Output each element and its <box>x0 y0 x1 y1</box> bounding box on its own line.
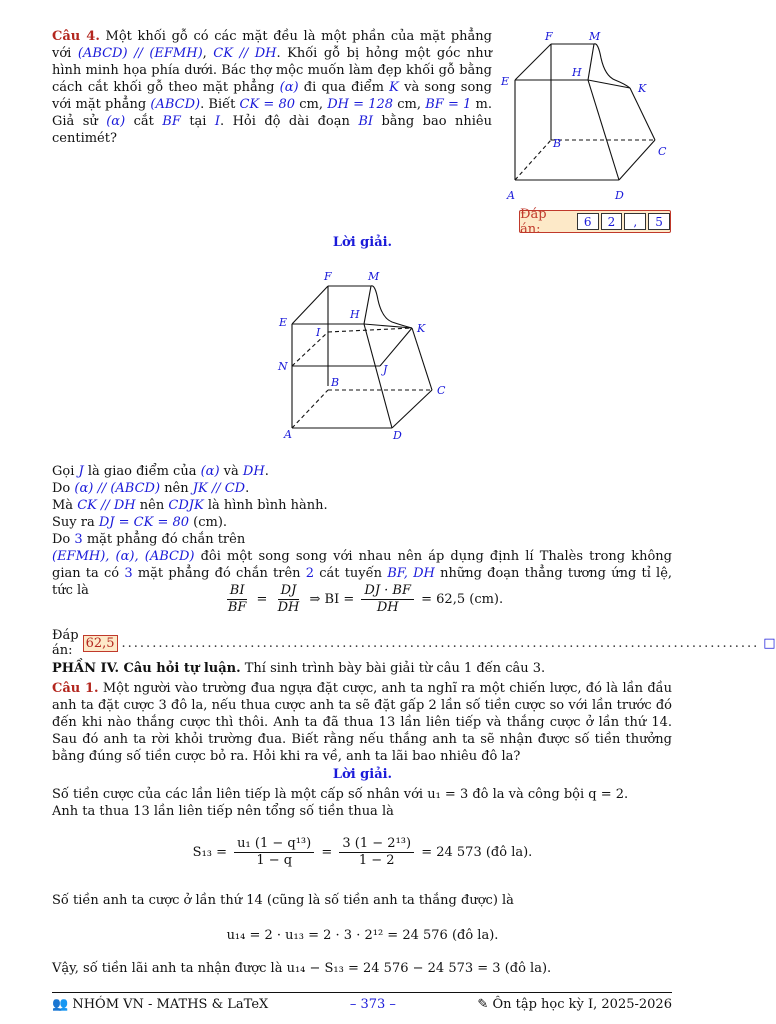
q4-text: cm, <box>397 97 421 112</box>
q4-math: CK = 80 <box>239 97 296 112</box>
q1-solution-title: Lời giải. <box>332 767 393 782</box>
q4-math: BF <box>162 114 181 129</box>
fig2-label-A: A <box>284 428 292 441</box>
answer-box <box>519 206 671 237</box>
solution-line: Suy ra DJ = CK = 80 (cm). <box>52 515 228 530</box>
solution-line: Số tiền cược của các lần liên tiếp là một cấp số nhân với u₁ = 3 đô la và công bội q = 2. <box>52 787 629 802</box>
answer-line-label: Đáp án: <box>52 628 79 658</box>
fig1-label-B: B <box>553 137 562 150</box>
question-label: Câu 4. <box>52 29 100 44</box>
q4-text: cm, <box>299 97 323 112</box>
page-footer <box>52 992 672 1012</box>
solution-line: Do 3 mặt phẳng đó chắn trên <box>52 532 246 547</box>
fig2-label-J: J <box>383 363 388 376</box>
q1-conclusion <box>52 960 672 977</box>
users-icon: 👥 <box>52 997 69 1012</box>
figure-1 <box>495 28 675 206</box>
q4-text: Một khối gỗ có các mặt đều là một phần của mặt phẳng với <box>52 29 493 61</box>
q4-math: BI <box>358 114 374 129</box>
q4-text: . Hỏi độ dài đoạn <box>220 114 350 129</box>
fig2-label-K: K <box>417 322 426 335</box>
fig1-label-F: F <box>545 30 553 43</box>
figure-2 <box>272 266 462 444</box>
solution-line: Do (α) // (ABCD) nên JK // CD. <box>52 481 250 496</box>
answer-cell: , <box>624 213 646 230</box>
q4-text: . Biết <box>200 97 236 112</box>
fig2-label-M: M <box>368 270 380 283</box>
solution-title: Lời giải. <box>332 235 393 250</box>
fig1-label-D: D <box>615 189 624 202</box>
q4-math: (ABCD) // (EFMH) <box>77 46 203 61</box>
q4-text: và song song với mặt phẳng <box>52 80 492 112</box>
solution-body <box>52 463 672 599</box>
answer-cell: 5 <box>648 213 670 230</box>
fig1-label-H: H <box>572 66 582 79</box>
page-number: – 373 – <box>349 997 396 1012</box>
q4-math: (α) <box>106 114 126 129</box>
fig2-label-C: C <box>437 384 446 397</box>
q4-text: cắt <box>133 114 154 129</box>
fig1-label-K: K <box>638 82 647 95</box>
q1-text: Một người vào trường đua ngựa đặt cược, anh ta nghĩ ra một chiến lược, đó là lần đầu anh ta đặt cược 3 đô la, nếu thua cược anh ta sẽ đặt gấp 2 lần số tiền cược so với lần trước đó đến khi nào thắng cược thì thôi. Anh ta đã thua 13 lần liên tiếp và thắng cược ở lần thứ 14. Sau đó anh ta rời khỏi trường đua. Biết rằng nếu thắng anh ta sẽ nhận được số tiền thưởng bằng đúng số tiền cược bỏ ra. Hỏi khi ra về, anh ta lãi bao nhiêu đô la? <box>52 681 672 764</box>
dot-leader: ........................................................................................................ <box>121 635 760 651</box>
part-4-heading <box>52 660 672 677</box>
q1-solution <box>52 786 672 820</box>
edit-icon: ✎ <box>477 997 489 1012</box>
sum-equation: S₁₃ = $\frac{\text{u₁ (1 − q¹³)}}{1 - q}$ = $\frac{\text{3 (1 − 2¹³)}}{1 - 2}$ = 24 573 (đô la). <box>192 836 533 868</box>
part-4-title: PHẦN IV. Câu hỏi tự luận. <box>52 661 241 676</box>
fig2-label-E: E <box>279 316 288 329</box>
footer-right: ✎ Ôn tập học kỳ I, 2025-2026 <box>477 997 672 1012</box>
answer-cell: 6 <box>577 213 599 230</box>
q4-text: đi qua điểm <box>303 80 384 95</box>
q4-text: tại <box>189 114 207 129</box>
solution-line: Mà CK // DH nên CDJK là hình bình hành. <box>52 498 328 513</box>
answer-value: 62,5 <box>83 635 118 652</box>
q4-math: BF = 1 <box>425 97 472 112</box>
solution-line: (EFMH), (α), (ABCD) đôi một song song với nhau nên áp dụng định lí Thalès trong không gian ta có 3 mặt phẳng đó chắn trên 2 cát tuyến BF, DH những đoạn thẳng tương ứng tỉ lệ, tức là <box>52 549 673 598</box>
solution-line: Gọi J là giao điểm của (α) và DH. <box>52 464 269 479</box>
fig1-label-A: A <box>507 189 515 202</box>
q4-math: (ABCD) <box>150 97 201 112</box>
question-label: Câu 1. <box>52 681 99 696</box>
q4-text: bằng bao nhiêu centimét? <box>52 114 492 146</box>
q4-text: m. Giả sử <box>52 97 492 129</box>
q4-text: . Khối gỗ bị hỏng một góc như hình minh họa phía dưới. Bác thợ mộc muốn làm đẹp khối gỗ bằng cách cắt khối gỗ theo mặt phẳng <box>52 46 492 95</box>
fig2-label-H: H <box>350 308 360 321</box>
answer-label: Đáp án: <box>520 206 547 237</box>
q1-solution-cont <box>52 892 672 909</box>
solution-line: Số tiền anh ta cược ở lần thứ 14 (cũng là số tiền anh ta thắng được) là <box>52 893 514 908</box>
thales-equation: $\frac{BI}{BF}$ = $\frac{DJ}{DH}$ ⇒ BI = $\frac{DJ \cdot BF}{DH}$ = 62,5 (cm). <box>227 583 504 615</box>
q4-math: DH = 128 <box>327 97 394 112</box>
fig1-label-M: M <box>589 30 601 43</box>
answer-cell: 2 <box>601 213 623 230</box>
q4-math: CK // DH <box>213 46 277 61</box>
answer-line <box>52 628 776 658</box>
fig2-label-N: N <box>278 360 288 373</box>
fig2-label-B: B <box>331 376 340 389</box>
footer-left: 👥 NHÓM VN - MATHS & LaTeX <box>52 997 269 1012</box>
part-4-intro: Thí sinh trình bày bài giải từ câu 1 đến câu 3. <box>244 661 546 676</box>
question-1 <box>52 680 672 765</box>
fig2-label-D: D <box>393 429 402 442</box>
q4-math: I <box>214 114 221 129</box>
fig2-label-F: F <box>324 270 332 283</box>
fig1-label-C: C <box>658 145 667 158</box>
q4-math: (α) <box>279 80 299 95</box>
q4-math: K <box>389 80 399 95</box>
solution-line: Vậy, số tiền lãi anh ta nhận được là u₁₄ − S₁₃ = 24 576 − 24 573 = 3 (đô la). <box>52 961 552 976</box>
question-4: Câu 4. Một khối gỗ có các mặt đều là một phần của mặt phẳng với (ABCD) // (EFMH), CK // DH. Khối gỗ bị hỏng một góc như hình minh họa phía dưới. Bác thợ mộc muốn làm đẹp khối gỗ bằng cách cắt khối gỗ theo mặt phẳng (α) đi qua điểm K và song song với mặt phẳng (ABCD). Biết CK = 80 cm, DH = 128 cm, BF = 1 m. Giả sử (α) cắt BF tại I. Hỏi độ dài đoạn BI bằng bao nhiêu centimét? <box>52 29 493 146</box>
u14-equation: u₁₄ = 2 · u₁₃ = 2 · 3 · 2¹² = 24 576 (đô la). <box>226 928 499 943</box>
qed-symbol: □ <box>763 635 776 651</box>
solution-line: Anh ta thua 13 lần liên tiếp nên tổng số tiền thua là <box>52 804 394 819</box>
fig1-label-E: E <box>501 75 510 88</box>
fig2-label-I: I <box>316 326 321 339</box>
